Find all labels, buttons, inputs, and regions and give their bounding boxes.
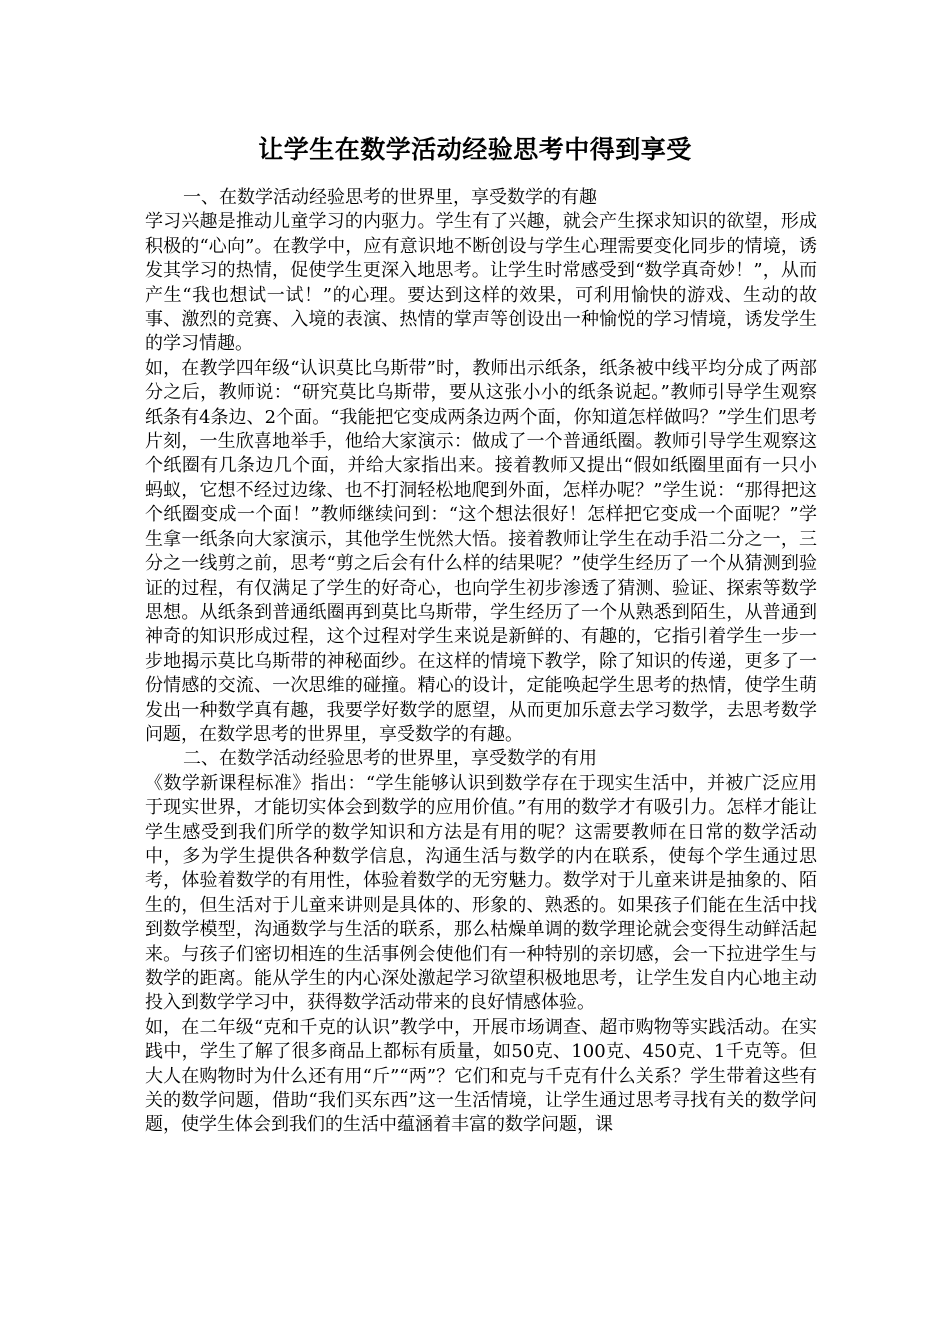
body-paragraph: 如，在二年级“克和千克的认识”教学中，开展市场调查、超市购物等实践活动。在实践中，学生了解了很多商品上都标有质量，如50克、100克、450克、1千克等。但大人在购物时为什么还有用“斤”“两”？它们和克与千克有什么关系？学生带着这些有关的数学问题，借助“我们买东西”这一生活情境，让学生通过思考寻找有关的数学问题，使学生体会到我们的生活中蕴涵着丰富的数学问题，课: [145, 1016, 817, 1136]
document-title: 让学生在数学活动经验思考中得到享受: [258, 135, 692, 164]
section-heading-1: 一、在数学活动经验思考的世界里，享受数学的有趣: [183, 187, 597, 208]
body-paragraph: 《数学新课程标准》指出：“学生能够认识到数学存在于现实生活中，并被广泛应用于现实世界，才能切实体会到数学的应用价值。”有用的数学才有吸引力。怎样才能让学生感受到我们所学的数学知识和方法是有用的呢？这需要教师在日常的数学活动中，多为学生提供各种数学信息，沟通生活与数学的内在联系，使每个学生通过思考，体验着数学的有用性，体验着数学的无穷魅力。数学对于儿童来讲是抽象的、陌生的，但生活对于儿童来讲则是具体的、形象的、熟悉的。如果孩子们能在生活中找到数学模型，沟通数学与生活的联系，那么枯燥单调的数学理论就会变得生动鲜活起来。与孩子们密切相连的生活事例会使他们有一种特别的亲切感，会一下拉进学生与数学的距离。能从学生的内心深处激起学习欲望积极地思考，让学生发自内心地主动投入到数学学习中，获得数学活动带来的良好情感体验。: [145, 772, 817, 1014]
body-paragraph: 如，在教学四年级“认识莫比乌斯带”时，教师出示纸条，纸条被中线平均分成了两部分之后，教师说：“研究莫比乌斯带，要从这张小小的纸条说起。”教师引导学生观察纸条有4条边、2个面。“我能把它变成两条边两个面，你知道怎样做吗？”学生们思考片刻，一生欣喜地举手，他给大家演示：做成了一个普通纸圈。教师引导学生观察这个纸圈有几条边几个面，并给大家指出来。接着教师又提出“假如纸圈里面有一只小蚂蚁，它想不经过边缘、也不打洞轻松地爬到外面，怎样办呢？”学生说：“那得把这个纸圈变成一个面！”教师继续问到：“这个想法很好！怎样把它变成一个面呢？”学生拿一纸条向大家演示，其他学生恍然大悟。接着教师让学生在动手沿二分之一，三分之一线剪之前，思考“剪之后会有什么样的结果呢？”使学生经历了一个从猜测到验证的过程，有仅满足了学生的好奇心，也向学生初步渗透了猜测、验证、探索等数学思想。从纸条到普通纸圈再到莫比乌斯带，学生经历了一个从熟悉到陌生，从普通到神奇的知识形成过程，这个过程对学生来说是新鲜的、有趣的，它指引着学生一步一步地揭示莫比乌斯带的神秘面纱。在这样的情境下教学，除了知识的传递，更多了一份情感的交流、一次思维的碰撞。精心的设计，定能唤起学生思考的热情，使学生萌发出一种数学真有趣，我要学好数学的愿望，从而更加乐意去学习数学，去思考数学问题，在数学思考的世界里，享受数学的有趣。: [145, 357, 817, 745]
document-body: [145, 186, 817, 1138]
body-paragraph: 学习兴趣是推动儿童学习的内驱力。学生有了兴趣，就会产生探求知识的欲望，形成积极的“心向”。在教学中，应有意识地不断创设与学生心理需要变化同步的情境，诱发其学习的热情，促使学生更深入地思考。让学生时常感受到“数学真奇妙！”，从而产生“我也想试一试！”的心理。要达到这样的效果，可利用愉快的游戏、生动的故事、激烈的竞赛、入境的表演、热情的掌声等创设出一种愉悦的学习情境，诱发学生的学习情趣。: [145, 211, 817, 355]
section-heading-2: 二、在数学活动经验思考的世界里，享受数学的有用: [183, 748, 597, 770]
